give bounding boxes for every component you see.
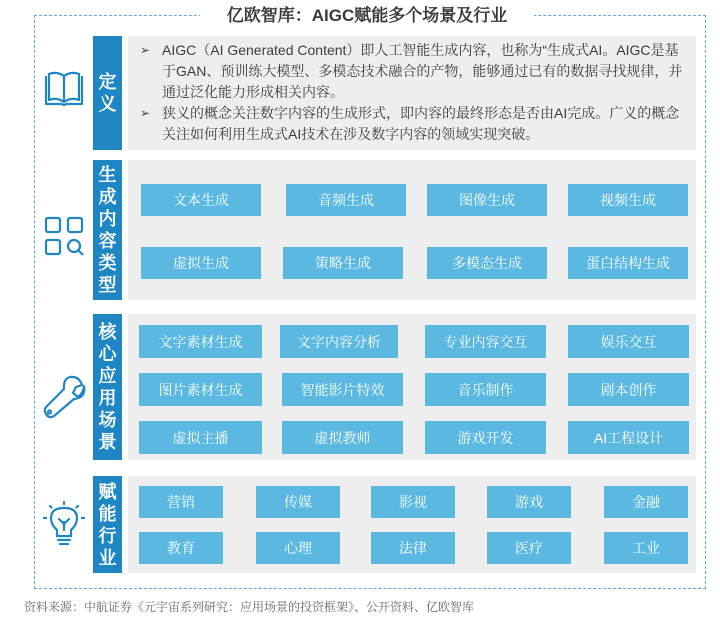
- industry-tag: 教育: [139, 532, 223, 564]
- source-note: 资料来源：中航证券《元宇宙系列研究：应用场景的投资框架》、公开资料、亿欧智库: [24, 600, 475, 614]
- industry-tag: 游戏: [487, 486, 571, 518]
- content-type-tag: 策略生成: [283, 247, 403, 279]
- content-types-label-char: 容: [98, 231, 117, 251]
- content-type-tag: 文本生成: [141, 184, 261, 216]
- applications-label-char: 用: [98, 388, 117, 408]
- bullet-arrow-icon: ➢: [140, 106, 151, 120]
- content-type-tag: 蛋白结构生成: [568, 247, 688, 279]
- application-tag: 虚拟教师: [282, 421, 403, 454]
- applications-label-char: 场: [98, 410, 117, 430]
- definition-bullet-text: AIGC（AI Generated Content）即人工智能生成内容，也称为“生成式AI。AIGC是基于GAN、预训练大模型、多模态技术融合的产物，能够通过已有的数据寻找规律，并通过泛化能力形成相关内容。: [162, 42, 683, 100]
- application-tag: 文字内容分析: [280, 325, 398, 358]
- definition-bullet: [140, 40, 688, 103]
- applications-label-char: 心: [98, 344, 117, 364]
- industry-tag: 心理: [256, 532, 340, 564]
- content-types-label-char: 内: [98, 209, 117, 229]
- industry-tag: 金融: [604, 486, 688, 518]
- application-tag: 剧本创作: [568, 373, 689, 406]
- industry-tag: 工业: [604, 532, 688, 564]
- content-type-tag: 虚拟生成: [141, 247, 261, 279]
- industries-label-char: 行: [98, 525, 117, 546]
- applications-label-char: 应: [98, 366, 117, 386]
- industry-tag: 医疗: [487, 532, 571, 564]
- application-tag: 图片素材生成: [139, 373, 262, 406]
- page-title: 亿欧智库：AIGC赋能多个场景及行业: [200, 3, 534, 29]
- industry-tag: 营销: [139, 486, 223, 518]
- definition-bullet-text: 狭义的概念关注数字内容的生成形式，即内容的最终形态是否由AI完成。广义的概念关注如何利用生成式AI技术在涉及数字内容的领域实现突破。: [162, 105, 680, 142]
- grid-search-icon: [40, 212, 88, 260]
- book-icon: [40, 66, 88, 114]
- content-types-label-char: 生: [98, 165, 117, 185]
- application-tag: 音乐制作: [425, 373, 546, 406]
- industries-label: [93, 476, 122, 573]
- lightbulb-icon: [40, 500, 88, 548]
- content-type-tag: 图像生成: [427, 184, 547, 216]
- wrench-icon: [40, 372, 88, 420]
- application-tag: 文字素材生成: [139, 325, 262, 358]
- definition-bullet: [140, 103, 688, 145]
- content-types-panel: [128, 160, 696, 300]
- content-type-tag: 视频生成: [568, 184, 688, 216]
- content-types-label-char: 成: [98, 187, 117, 207]
- content-type-tag: 音频生成: [286, 184, 406, 216]
- application-tag: 娱乐交互: [568, 325, 689, 358]
- application-tag: 游戏开发: [425, 421, 546, 454]
- bullet-arrow-icon: ➢: [140, 43, 151, 57]
- application-tag: AI工程设计: [568, 421, 689, 454]
- industries-label-char: 能: [98, 503, 117, 524]
- industry-tag: 法律: [371, 532, 455, 564]
- industries-label-char: 赋: [98, 481, 117, 502]
- definition-label-char: 义: [98, 94, 117, 114]
- content-types-label: [93, 160, 122, 300]
- content-types-label-char: 型: [98, 275, 117, 295]
- application-tag: 智能影片特效: [282, 373, 403, 406]
- applications-label-char: 景: [98, 432, 117, 452]
- definition-label-char: 定: [98, 72, 117, 92]
- application-tag: 虚拟主播: [139, 421, 262, 454]
- definition-label: [93, 36, 122, 150]
- industry-tag: 传媒: [256, 486, 340, 518]
- content-types-label-char: 类: [98, 253, 117, 273]
- applications-label: [93, 314, 122, 460]
- content-type-tag: 多模态生成: [427, 247, 547, 279]
- industry-tag: 影视: [371, 486, 455, 518]
- definition-text: [140, 40, 688, 145]
- applications-label-char: 核: [98, 322, 117, 342]
- application-tag: 专业内容交互: [425, 325, 546, 358]
- industries-label-char: 业: [98, 547, 117, 568]
